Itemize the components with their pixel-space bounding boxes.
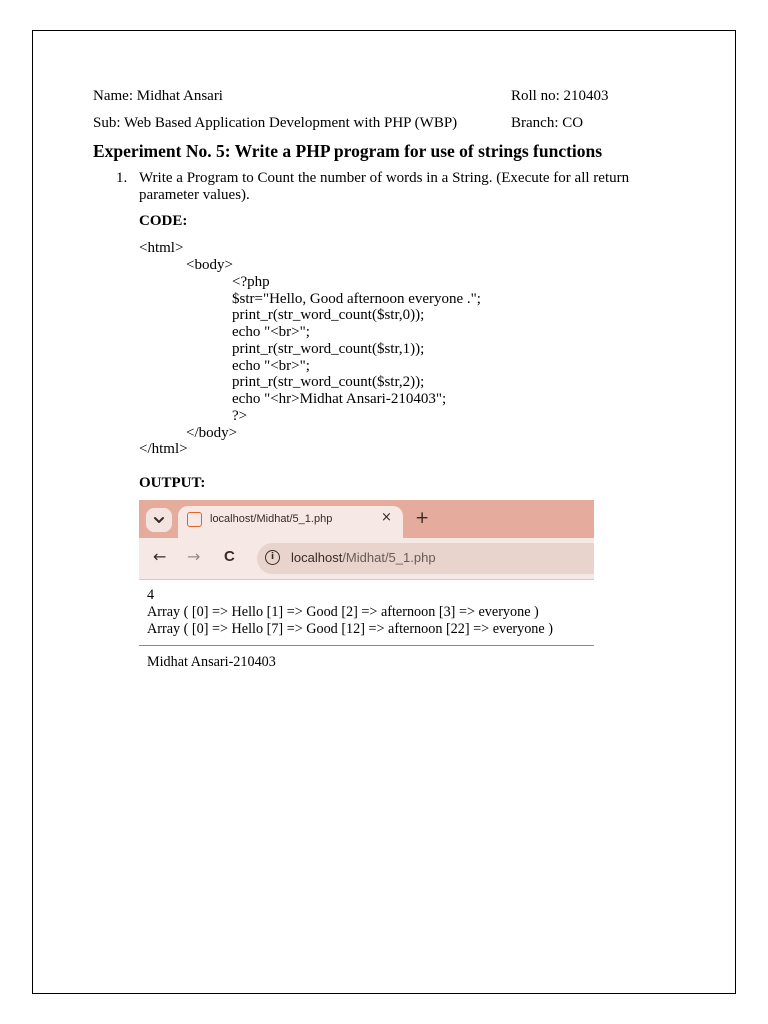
code-line: </body> (186, 425, 238, 441)
url-text (291, 550, 436, 565)
forward-arrow-icon[interactable]: → (187, 547, 201, 566)
code-line: </html> (139, 441, 188, 457)
new-tab-plus-icon[interactable]: + (415, 508, 430, 528)
output-array-format-1: Array ( [0] => Hello [1] => Good [2] => afternoon [3] => everyone ) (147, 604, 539, 620)
code-line: print_r(str_word_count($str,2)); (232, 374, 425, 390)
experiment-title: Experiment No. 5: Write a PHP program for use of strings functions (93, 141, 603, 161)
close-icon[interactable]: × (381, 510, 392, 525)
output-word-count: 4 (147, 587, 155, 603)
output-heading: OUTPUT: (139, 475, 206, 491)
tab-title: localhost/Midhat/5_1.php (210, 513, 333, 525)
xampp-favicon-icon (187, 512, 202, 527)
reload-icon[interactable]: C (224, 548, 235, 565)
code-line: $str="Hello, Good afternoon everyone ."; (232, 291, 481, 307)
code-line: <html> (139, 240, 184, 256)
toolbar-divider (139, 579, 594, 580)
url-host: localhost (291, 550, 343, 565)
address-bar[interactable] (257, 543, 594, 574)
browser-tab[interactable] (178, 506, 403, 540)
question-line-2: parameter values). (139, 187, 250, 203)
tab-search-button[interactable] (146, 508, 172, 532)
code-line: print_r(str_word_count($str,0)); (232, 307, 425, 323)
code-line: print_r(str_word_count($str,1)); (232, 341, 425, 357)
code-line: echo "<br>"; (232, 358, 310, 374)
code-line: echo "<hr>Midhat Ansari-210403"; (232, 391, 447, 407)
student-name: Name: Midhat Ansari (93, 88, 223, 104)
roll-number: Roll no: 210403 (511, 88, 609, 104)
question-number: 1. (116, 170, 128, 186)
browser-screenshot (139, 500, 594, 680)
info-icon[interactable]: i (265, 550, 280, 565)
branch: Branch: CO (511, 115, 584, 131)
output-horizontal-rule (139, 645, 594, 646)
code-heading: CODE: (139, 213, 188, 229)
question-line-1: Write a Program to Count the number of words in a String. (Execute for all return (139, 170, 630, 186)
browser-tab-bar (139, 500, 594, 538)
back-arrow-icon[interactable]: ← (153, 547, 167, 566)
code-line: ?> (232, 408, 248, 424)
code-line: echo "<br>"; (232, 324, 310, 340)
subject: Sub: Web Based Application Development with PHP (WBP) (93, 115, 458, 131)
code-line: <body> (186, 257, 233, 273)
code-line: <?php (232, 274, 270, 290)
chevron-down-icon (146, 508, 172, 532)
url-path: /Midhat/5_1.php (342, 550, 436, 565)
browser-toolbar (139, 538, 594, 580)
output-footer: Midhat Ansari-210403 (147, 654, 276, 670)
output-array-format-2: Array ( [0] => Hello [7] => Good [12] => afternoon [22] => everyone ) (147, 621, 553, 637)
